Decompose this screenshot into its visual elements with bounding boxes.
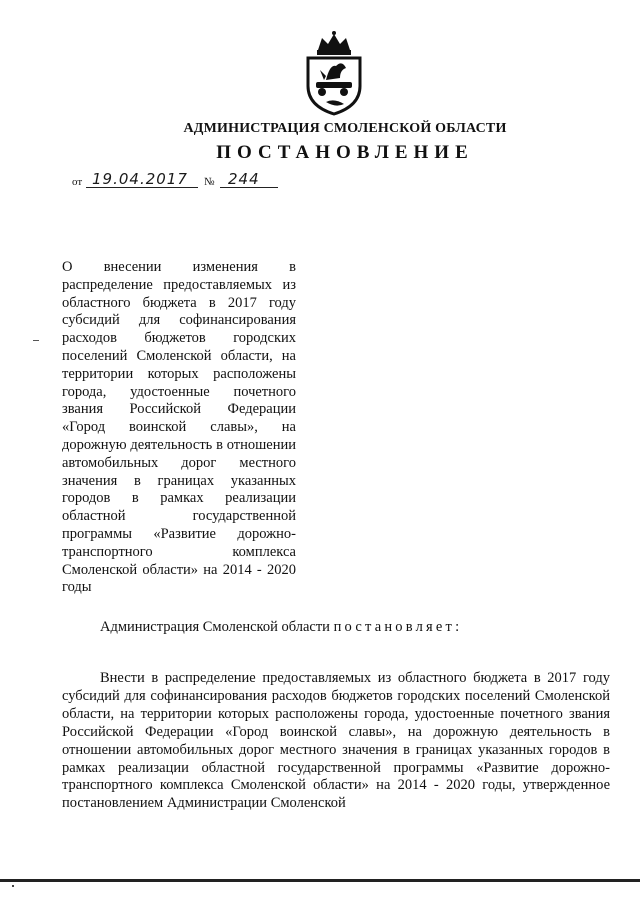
coat-of-arms-icon <box>296 30 372 118</box>
handwritten-date: 19.04.2017 <box>92 170 188 188</box>
document-subject: О внесении изменения в распределение предоставляемых из областного бюджета в 2017 году субсидий для софинансирования расходов бюджетов городских поселений Смоленской области, на территории которых расположены города, удостоенные почетного звания Российской Федерации «Город воинской славы», на дорожную деятельность в отношении автомобильных дорог местного значения в границах указанных городов в рамках реализации областной государственной программы «Развитие дорожно-транспортного комплекса Смоленской области» на 2014 - 2020 годы <box>62 259 296 596</box>
date-label: от <box>72 176 83 188</box>
resolution-verb: постановляет: <box>333 619 463 635</box>
scan-artifact <box>12 885 14 887</box>
organization-name: АДМИНИСТРАЦИЯ СМОЛЕНСКОЙ ОБЛАСТИ <box>183 121 507 136</box>
document-dateline <box>72 170 312 190</box>
body-paragraph: Внести в распределение предоставляемых из областного бюджета в 2017 году субсидий для софинансирования расходов бюджетов городских поселений Смоленской области, на территории которых расположены города, удостоенные почетного звания Российской Федерации «Город воинской славы», на дорожную деятельность в отношении автомобильных дорог местного значения в границах указанных городов в рамках реализации областной государственной программы «Развитие дорожно-транспортного комплекса Смоленской области» на 2014 - 2020 годы, утвержденное постановлением Администрации Смоленской <box>62 670 610 812</box>
resolution-line <box>100 619 462 636</box>
document-type: ПОСТАНОВЛЕНИЕ <box>216 142 474 163</box>
margin-mark <box>33 340 39 341</box>
resolution-subject: Администрация Смоленской области <box>100 619 330 635</box>
number-label: № <box>204 176 215 188</box>
handwritten-number: 244 <box>228 170 260 188</box>
scan-edge-line <box>0 879 640 882</box>
